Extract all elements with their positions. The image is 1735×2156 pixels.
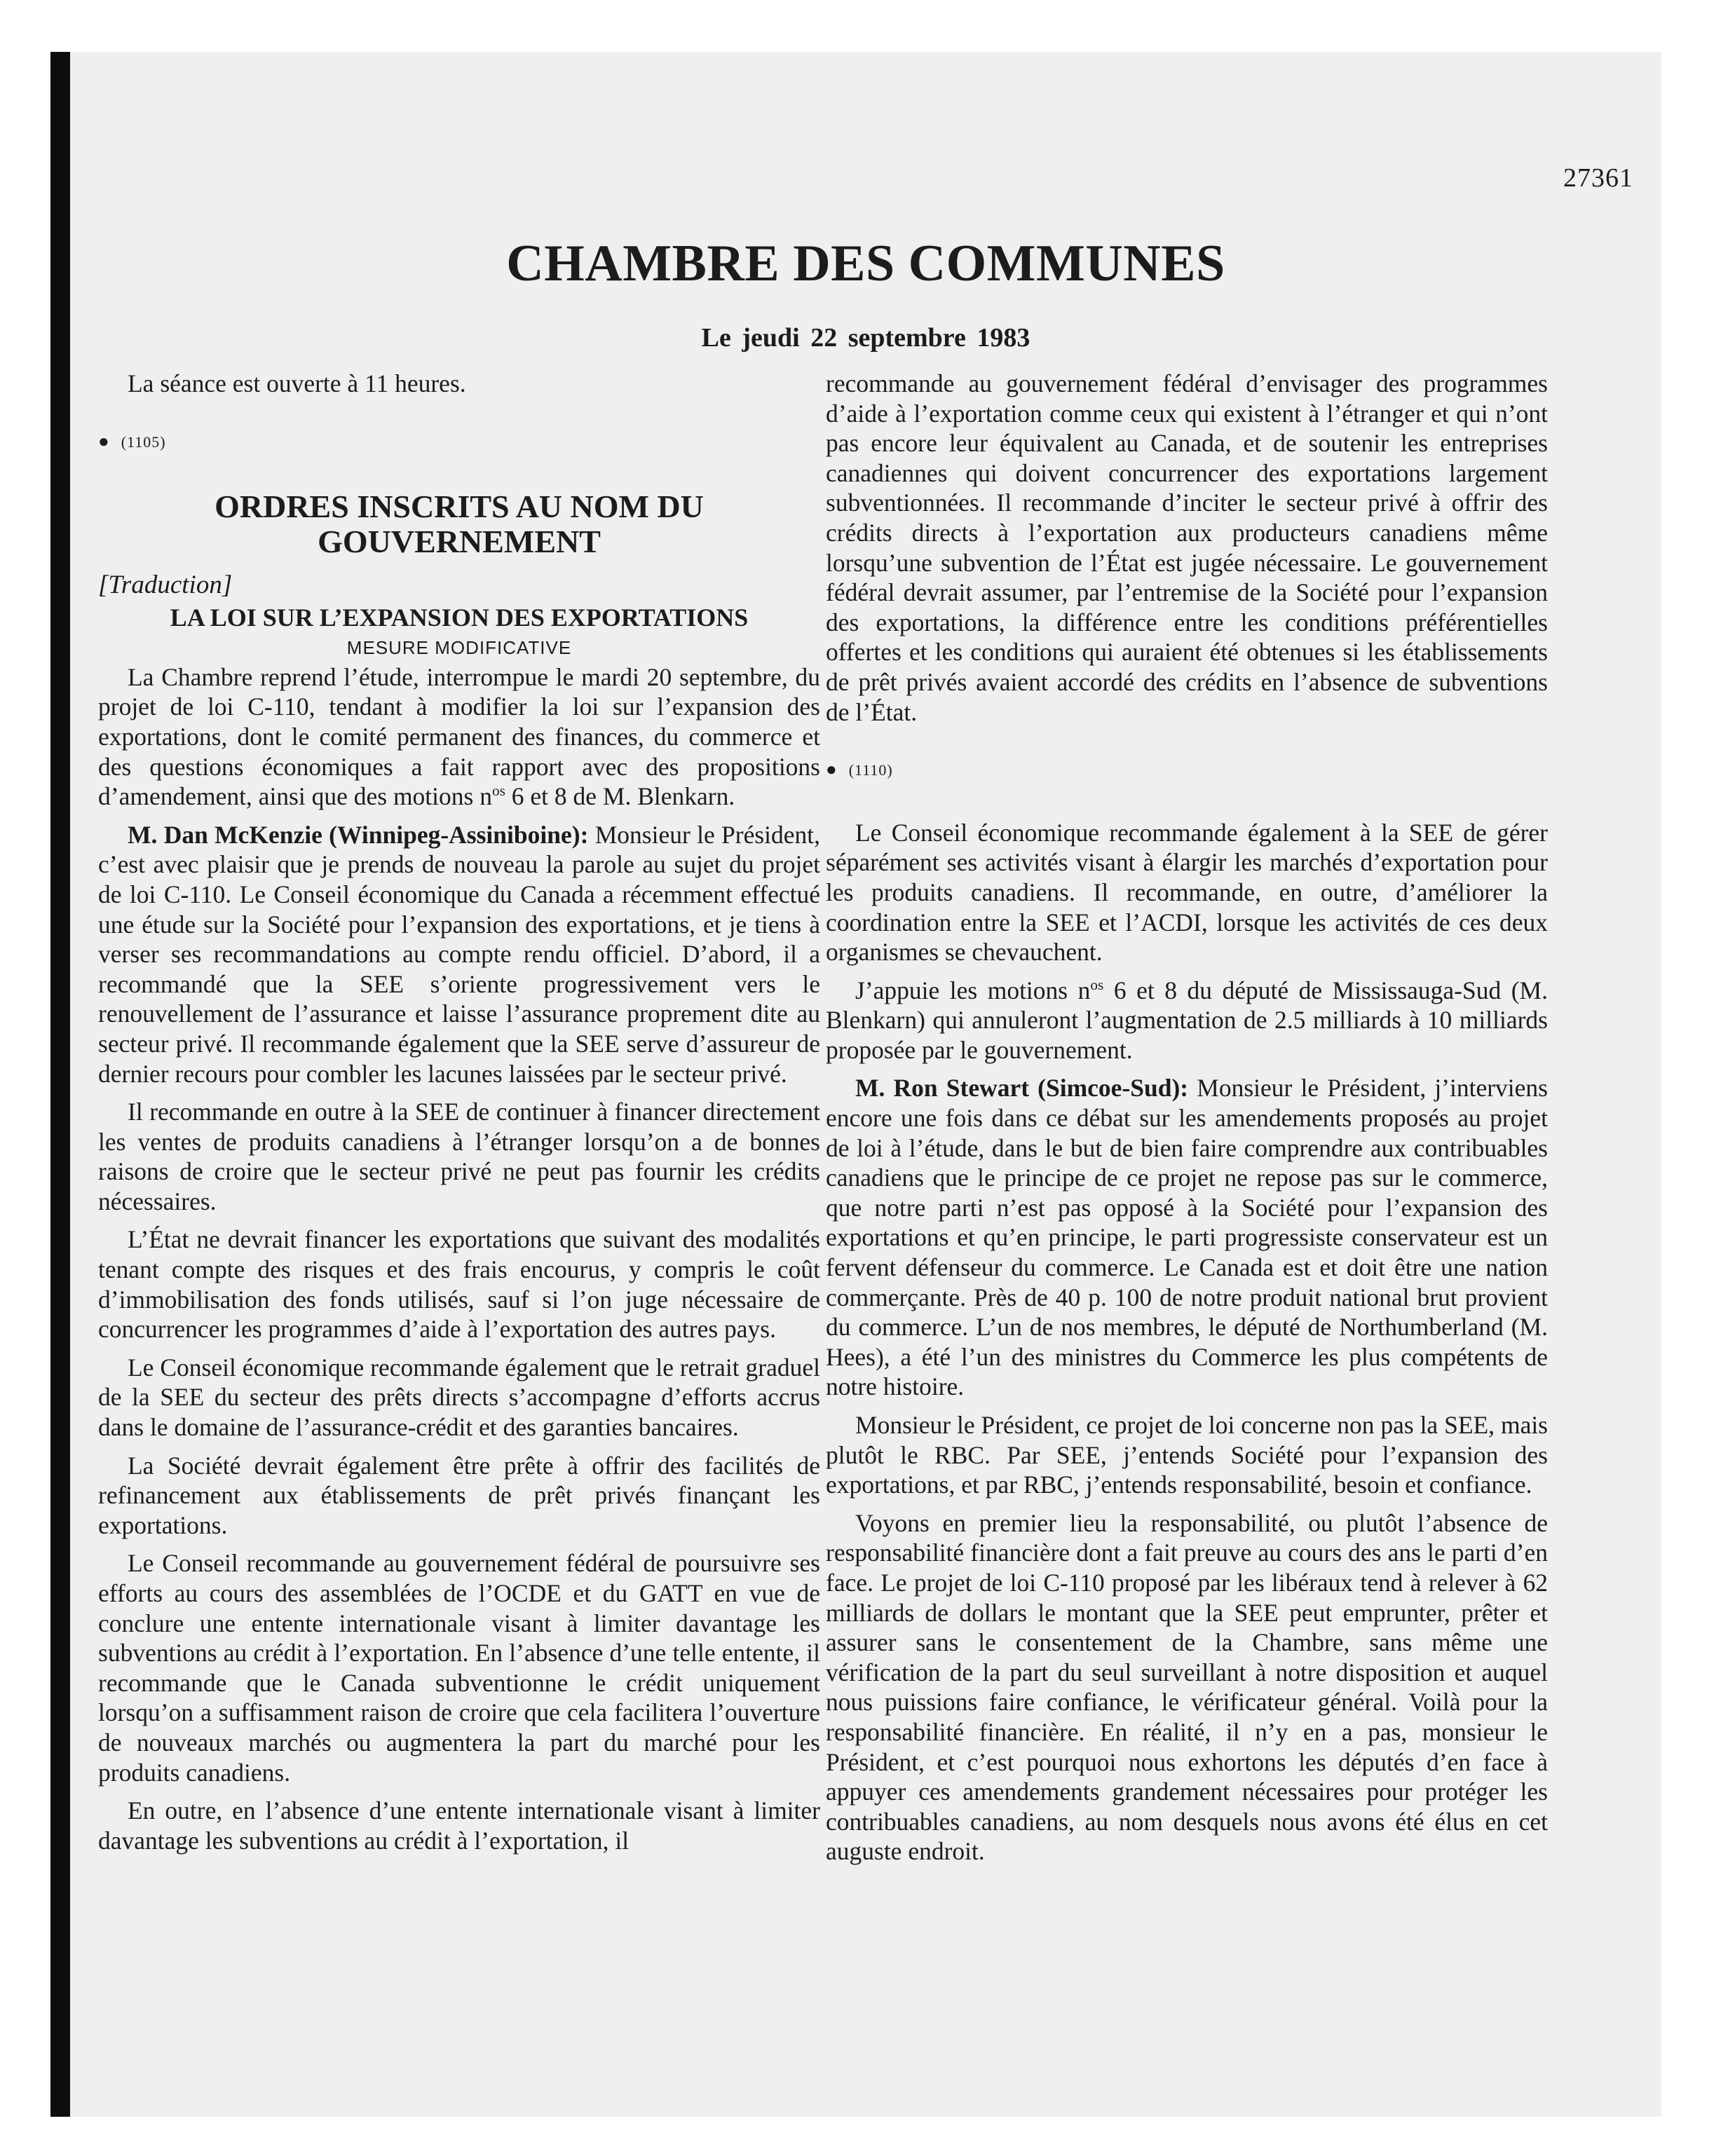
opening-line: La séance est ouverte à 11 heures. <box>128 369 466 397</box>
paragraph: Le Conseil économique recommande également à la SEE de gérer séparément ses activités visant à élargir les marchés d’exportation pour les produits canadiens. Il recommande, en outre, d’améliorer la coordination entre la SEE et l’ACDI, lorsque les activités de ces deux organismes se chevauchent. <box>826 818 1548 967</box>
paragraph <box>826 976 1548 1065</box>
intro-text: La Chambre reprend l’étude, interrompue le mardi 20 septembre, du projet de loi C-110, tendant à modifier la loi sur l’expansion des exportations, dont le comité permanent des finances, du commerce et des questions économiques a fait rapport avec des propositions d’amendement, ainsi que des motions n <box>98 662 820 811</box>
paragraph: Le Conseil recommande au gouvernement fédéral de poursuivre ses efforts au cours des assemblées de l’OCDE et du GATT en vue de conclure une entente internationale visant à limiter davantage les subventions au crédit à l’exportation. En l’absence d’une telle entente, il recommande que le Canada subventionne le crédit uniquement lorsqu’on a suffisamment raison de croire que cela facilitera l’ouverture de nouveaux marchés ou augmentera la part du marché pour les produits canadiens. <box>98 1549 820 1787</box>
timestamp-1110 <box>826 755 1548 786</box>
bullet-icon: ● <box>98 430 110 451</box>
speech-mckenzie <box>98 820 820 1089</box>
paragraph: recommande au gouvernement fédéral d’envisager des programmes d’aide à l’exportation comme ceux qui existent à l’étranger et qui n’ont pas encore leur équivalent au Canada, et de soutenir les entreprises canadiennes qui doivent concurrencer des exportations largement subventionnées. Il recommande d’inciter le secteur privé à offrir des crédits directs à l’exportation aux producteurs canadiens même lorsqu’une subvention de l’État est jugée nécessaire. Le gouvernement fédéral devrait assumer, par l’entremise de la Société pour l’expansion des exportations, la différence entre les conditions préférentielles offertes et les conditions qui auraient été obtenues si les établissements de prêt privés avaient accordé des crédits en l’absence de subventions de l’État. <box>826 369 1548 726</box>
speech-text: Monsieur le Président, j’interviens encore une fois dans ce débat sur les amendements proposés au projet de loi à l’étude, dans le but de bien faire comprendre aux contribuables canadiens que le principe de ce projet ne repose pas sur le commerce, que notre parti n’est pas opposé à la Société pour l’expansion des exportations et qu’en principe, le parti progressiste conservateur est un fervent défenseur du commerce. Le Canada est et doit être une nation commerçante. Près de 40 p. 100 de notre produit national brut provient du commerce. L’un de nos membres, le député de Northumberland (M. Hees), a été l’un des ministres du Commerce les plus compétents de notre histoire. <box>826 1074 1548 1401</box>
paragraph: Voyons en premier lieu la responsabilité, ou plutôt l’absence de responsabilité financière dont a fait preuve au cours des ans le parti d’en face. Le projet de loi C-110 proposé par les libéraux tend à relever à 62 milliards de dollars le montant que la SEE peut emprunter, prêter et assurer sans le consentement de la Chambre, sans même une vérification de la part du seul surveillant à notre disposition et auquel nous puissions faire confiance, le vérificateur général. Voilà pour la responsabilité financière. En réalité, il n’y en a pas, monsieur le Président, et c’est pourquoi nous exhortons les députés d’en face à appuyer ces amendements grandement nécessaires pour protéger les contribuables canadiens, au nom desquels nous avons été élus en cet auguste endroit. <box>826 1508 1548 1866</box>
page-number: 27361 <box>1563 163 1633 193</box>
speaker-name: M. Ron Stewart (Simcoe-Sud): <box>855 1074 1189 1103</box>
timestamp-1105 <box>98 427 820 458</box>
bullet-icon: ● <box>826 759 838 780</box>
masthead-title: CHAMBRE DES COMMUNES <box>506 235 1225 292</box>
paragraph: Monsieur le Président, ce projet de loi concerne non pas la SEE, mais plutôt le RBC. Par SEE, j’entends Société pour l’expansion des exportations, et par RBC, j’entends responsabilité, besoin et confiance. <box>826 1411 1548 1499</box>
timestamp-text: (1110) <box>848 761 893 779</box>
paragraph-superscript: os <box>1090 976 1104 993</box>
intro-superscript: os <box>491 782 505 800</box>
paragraph-text: J’appuie les motions n <box>855 976 1091 1004</box>
paragraph: L’État ne devrait financer les exportations que suivant des modalités tenant compte des risques et des frais encourus, y compris le coût d’immobilisation des fonds utilisés, sauf si l’on juge nécessaire de concurrencer les programmes d’aide à l’exportation des autres pays. <box>98 1225 820 1344</box>
paragraph-text-end: 6 et 8 du député de Mississauga-Sud (M. Blenkarn) qui annuleront l’augmentation de 2.5 milliards à 10 milliards proposée par le gouvernement. <box>826 976 1548 1064</box>
left-column <box>98 369 820 1864</box>
scan-edge-bar <box>50 52 70 2117</box>
paragraph: Il recommande en outre à la SEE de continuer à financer directement les ventes de produits canadiens à l’étranger lorsqu’on a de bonnes raisons de croire que le secteur privé ne peut pas fournir les crédits nécessaires. <box>98 1098 820 1215</box>
paragraph: En outre, en l’absence d’une entente internationale visant à limiter davantage les subventions au crédit à l’exportation, il <box>98 1796 820 1855</box>
section-title: ORDRES INSCRITS AU NOM DU GOUVERNEMENT <box>215 489 704 560</box>
timestamp-text: (1105) <box>121 432 166 451</box>
bill-subtitle: MESURE MODIFICATIVE <box>346 636 572 658</box>
speech-stewart <box>826 1073 1548 1402</box>
right-column <box>826 369 1548 1875</box>
bill-title: LA LOI SUR L’EXPANSION DES EXPORTATIONS <box>170 603 749 632</box>
intro-paragraph <box>98 662 820 812</box>
translation-note: [Traduction] <box>98 571 233 600</box>
sitting-date: Le jeudi 22 septembre 1983 <box>701 323 1030 353</box>
paragraph: Le Conseil économique recommande également que le retrait graduel de la SEE du secteur des prêts directs s’accompagne d’efforts accrus dans le domaine de l’assurance-crédit et des garanties bancaires. <box>98 1353 820 1442</box>
paragraph: La Société devrait également être prête à offrir des facilités de refinancement aux établissements de prêt privés finançant les exportations. <box>98 1451 820 1539</box>
intro-text-end: 6 et 8 de M. Blenkarn. <box>505 782 735 811</box>
speech-text: Monsieur le Président, c’est avec plaisir que je prends de nouveau la parole au sujet du projet de loi C-110. Le Conseil économique du Canada a récemment effectué une étude sur la Société pour l’expansion des exportations, et je tiens à verser ses recommandations au compte rendu officiel. D’abord, il a recommandé que la SEE s’oriente progressivement vers le renouvellement de l’assurance et laisse l’assurance proprement dite au secteur privé. Il recommande également que la SEE serve d’assureur de dernier recours pour combler les lacunes laissées par le secteur privé. <box>98 820 820 1088</box>
speaker-name: M. Dan McKenzie (Winnipeg-Assiniboine): <box>128 820 589 849</box>
